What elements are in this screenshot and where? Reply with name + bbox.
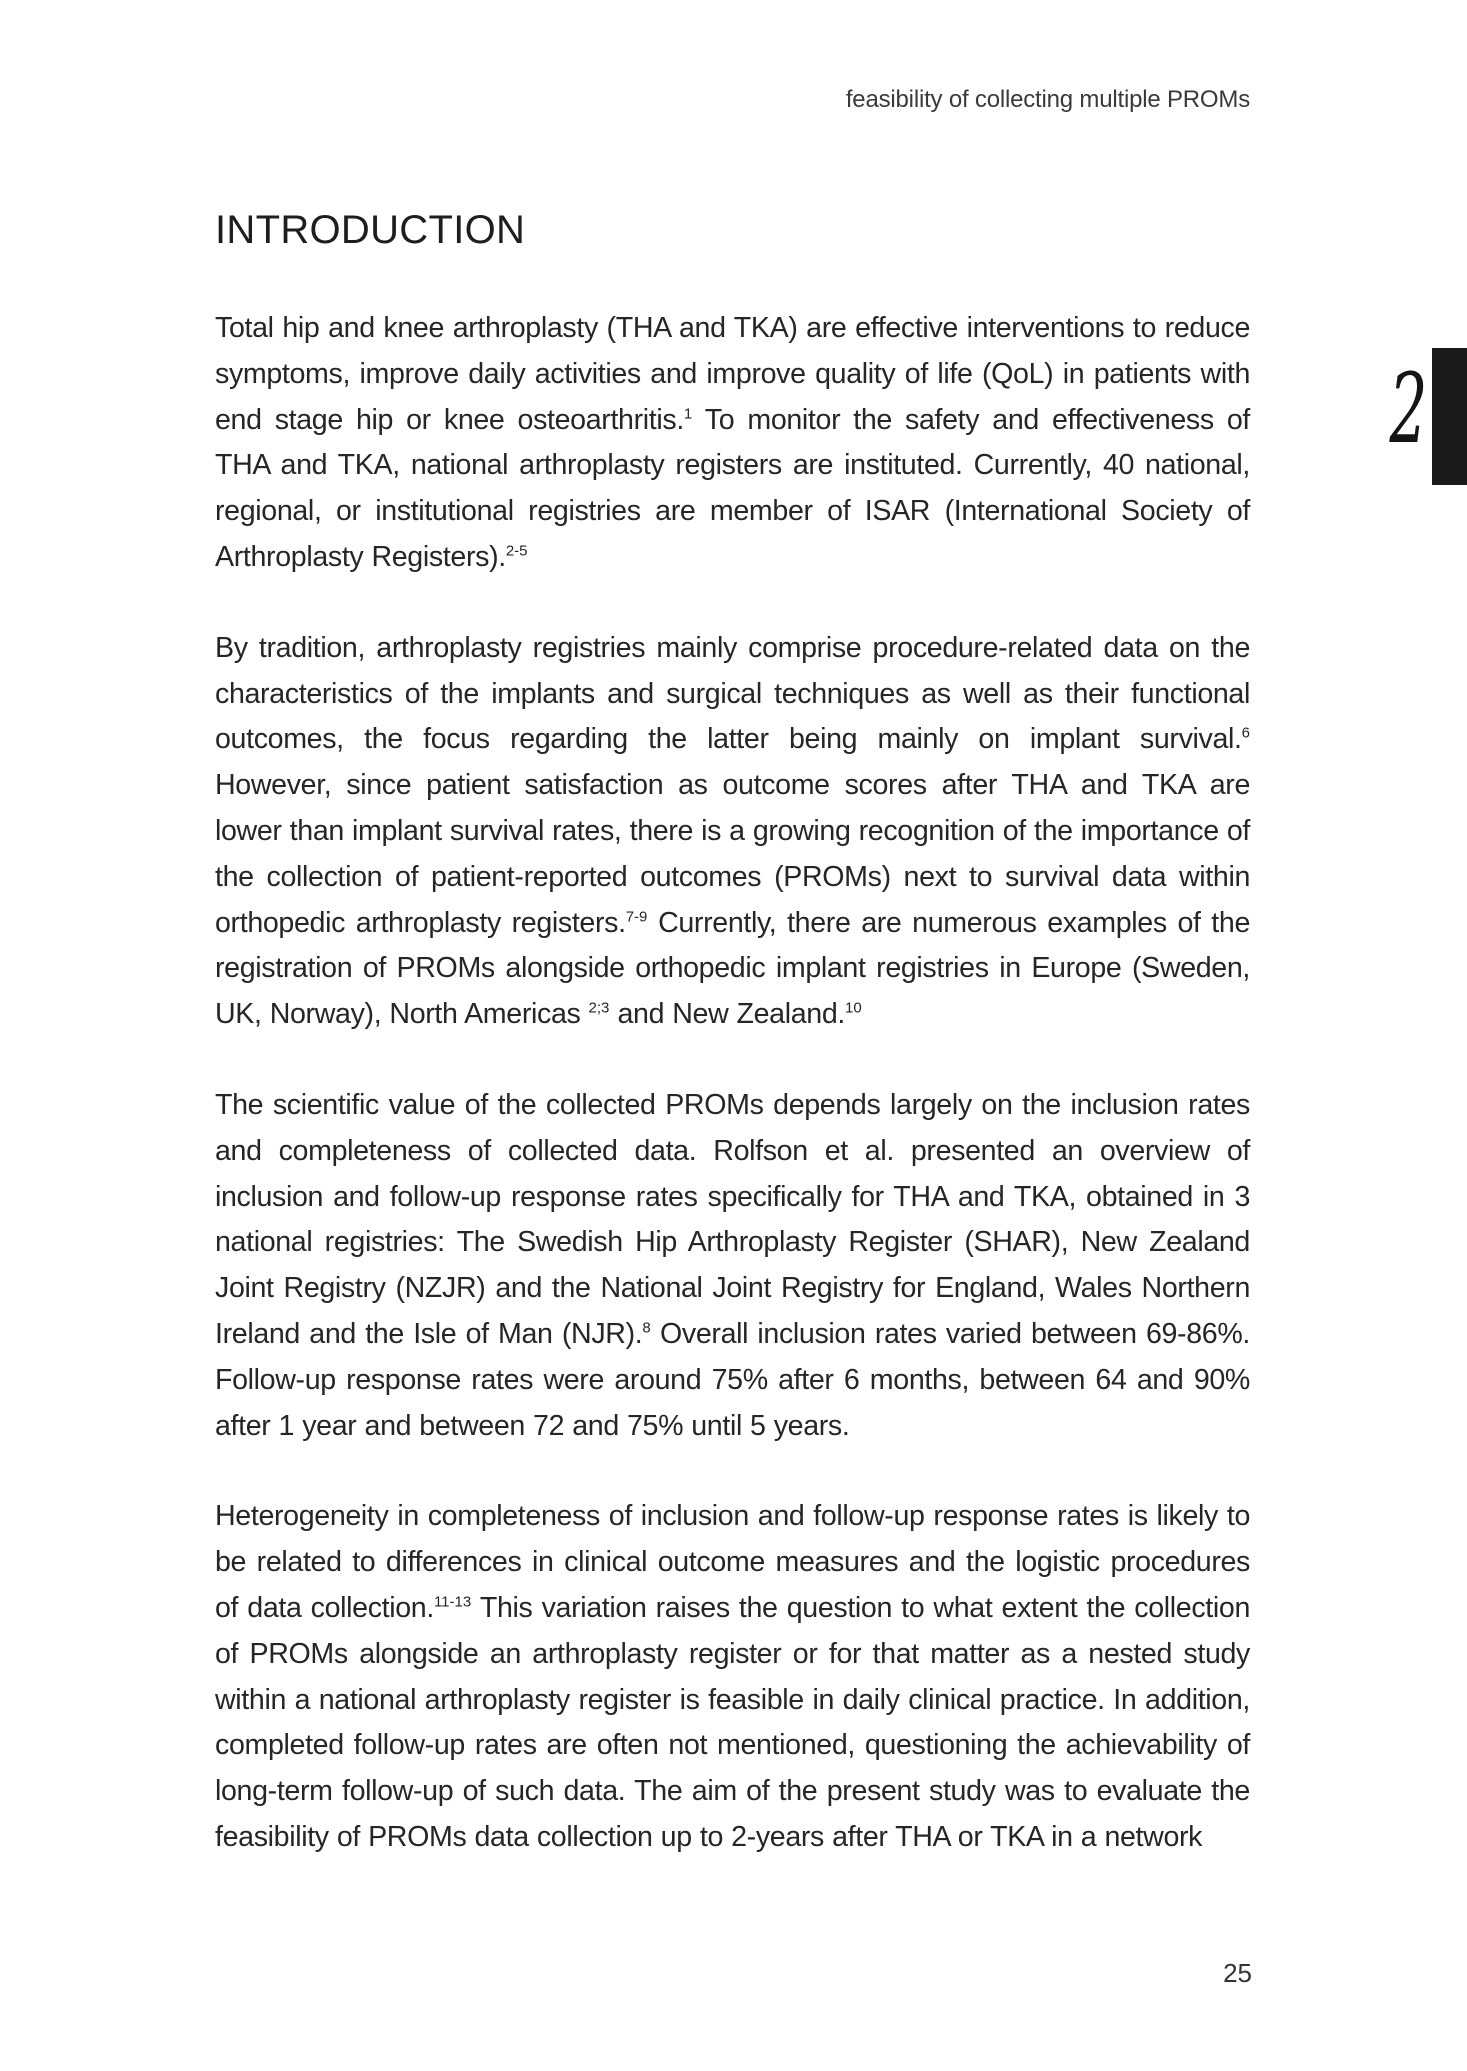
paragraph-1: Total hip and knee arthroplasty (THA and TKA) are effective interventions to reduce symptoms, improve daily activities and improve quality of life (QoL) in patients with end stage hip or knee osteoarthritis.$^1$ To monitor the safety and effectiveness of THA and TKA, national arthroplasty registers are instituted. Currently, 40 national, regional, or institutional registries are member of ISAR (International Society of Arthroplasty Registers).$^{2-5}$ bbox=[215, 312, 1250, 573]
paragraph-4: Heterogeneity in completeness of inclusion and follow-up response rates is likely to be related to differences in clinical outcome measures and the logistic procedures of data collection.$^{11-13}$ This variation raises the question to what extent the collection of PROMs alongside an arthroplasty register or for that matter as a nested study within a national arthroplasty register is feasible in daily clinical practice. In addition, completed follow-up rates are often not mentioned, questioning the achievability of long-term follow-up of such data. The aim of the present study was to evaluate the feasibility of PROMs data collection up to 2-years after THA or TKA in a network bbox=[215, 1500, 1251, 1853]
citation-ref: 1 bbox=[683, 405, 693, 423]
paragraph-2: By tradition, arthroplasty registries mainly comprise procedure-related data on the characteristics of the implants and surgical techniques as well as their functional outcomes, the focus regarding the latter being mainly on implant survival.$^6$ However, since patient satisfaction as outcome scores after THA and TKA are lower than implant survival rates, there is a growing recognition of the importance of the collection of patient-reported outcomes (PROMs) next to survival data within orthopedic arthroplasty registers.$^{7-9}$ Currently, there are numerous examples of the registration of PROMs alongside orthopedic implant registries in Europe (Sweden, UK, Norway), North Americas $^{2;3}$ and New Zealand.$^{10}$ bbox=[215, 631, 1251, 1031]
citation-ref: 2-5 bbox=[505, 542, 528, 560]
citation-ref: 2;3 bbox=[588, 999, 610, 1017]
page-number: 25 bbox=[1223, 1958, 1252, 1988]
citation-ref: 6 bbox=[1241, 724, 1250, 742]
section-heading: INTRODUCTION bbox=[215, 208, 526, 252]
chapter-tab-marker bbox=[1432, 348, 1467, 485]
citation-ref: 7-9 bbox=[625, 908, 648, 926]
running-header: feasibility of collecting multiple PROMs bbox=[845, 86, 1250, 113]
chapter-number: 2 bbox=[1389, 353, 1428, 465]
citation-ref: 10 bbox=[844, 999, 862, 1017]
citation-ref: 8 bbox=[642, 1319, 651, 1337]
citation-ref: 11-13 bbox=[433, 1593, 472, 1611]
paragraph-3: The scientific value of the collected PROMs depends largely on the inclusion rates and completeness of collected data. Rolfson et al. presented an overview of inclusion and follow-up response rates specifically for THA and TKA, obtained in 3 national registries: The Swedish Hip Arthroplasty Register (SHAR), New Zealand Joint Registry (NZJR) and the National Joint Registry for England, Wales Northern Ireland and the Isle of Man (NJR).$^8$ Overall inclusion rates varied between 69-86%. Follow-up response rates were around 75% after 6 months, between 64 and 90% after 1 year and between 72 and 75% until 5 years. bbox=[215, 1088, 1250, 1442]
body-text bbox=[215, 306, 1250, 1906]
